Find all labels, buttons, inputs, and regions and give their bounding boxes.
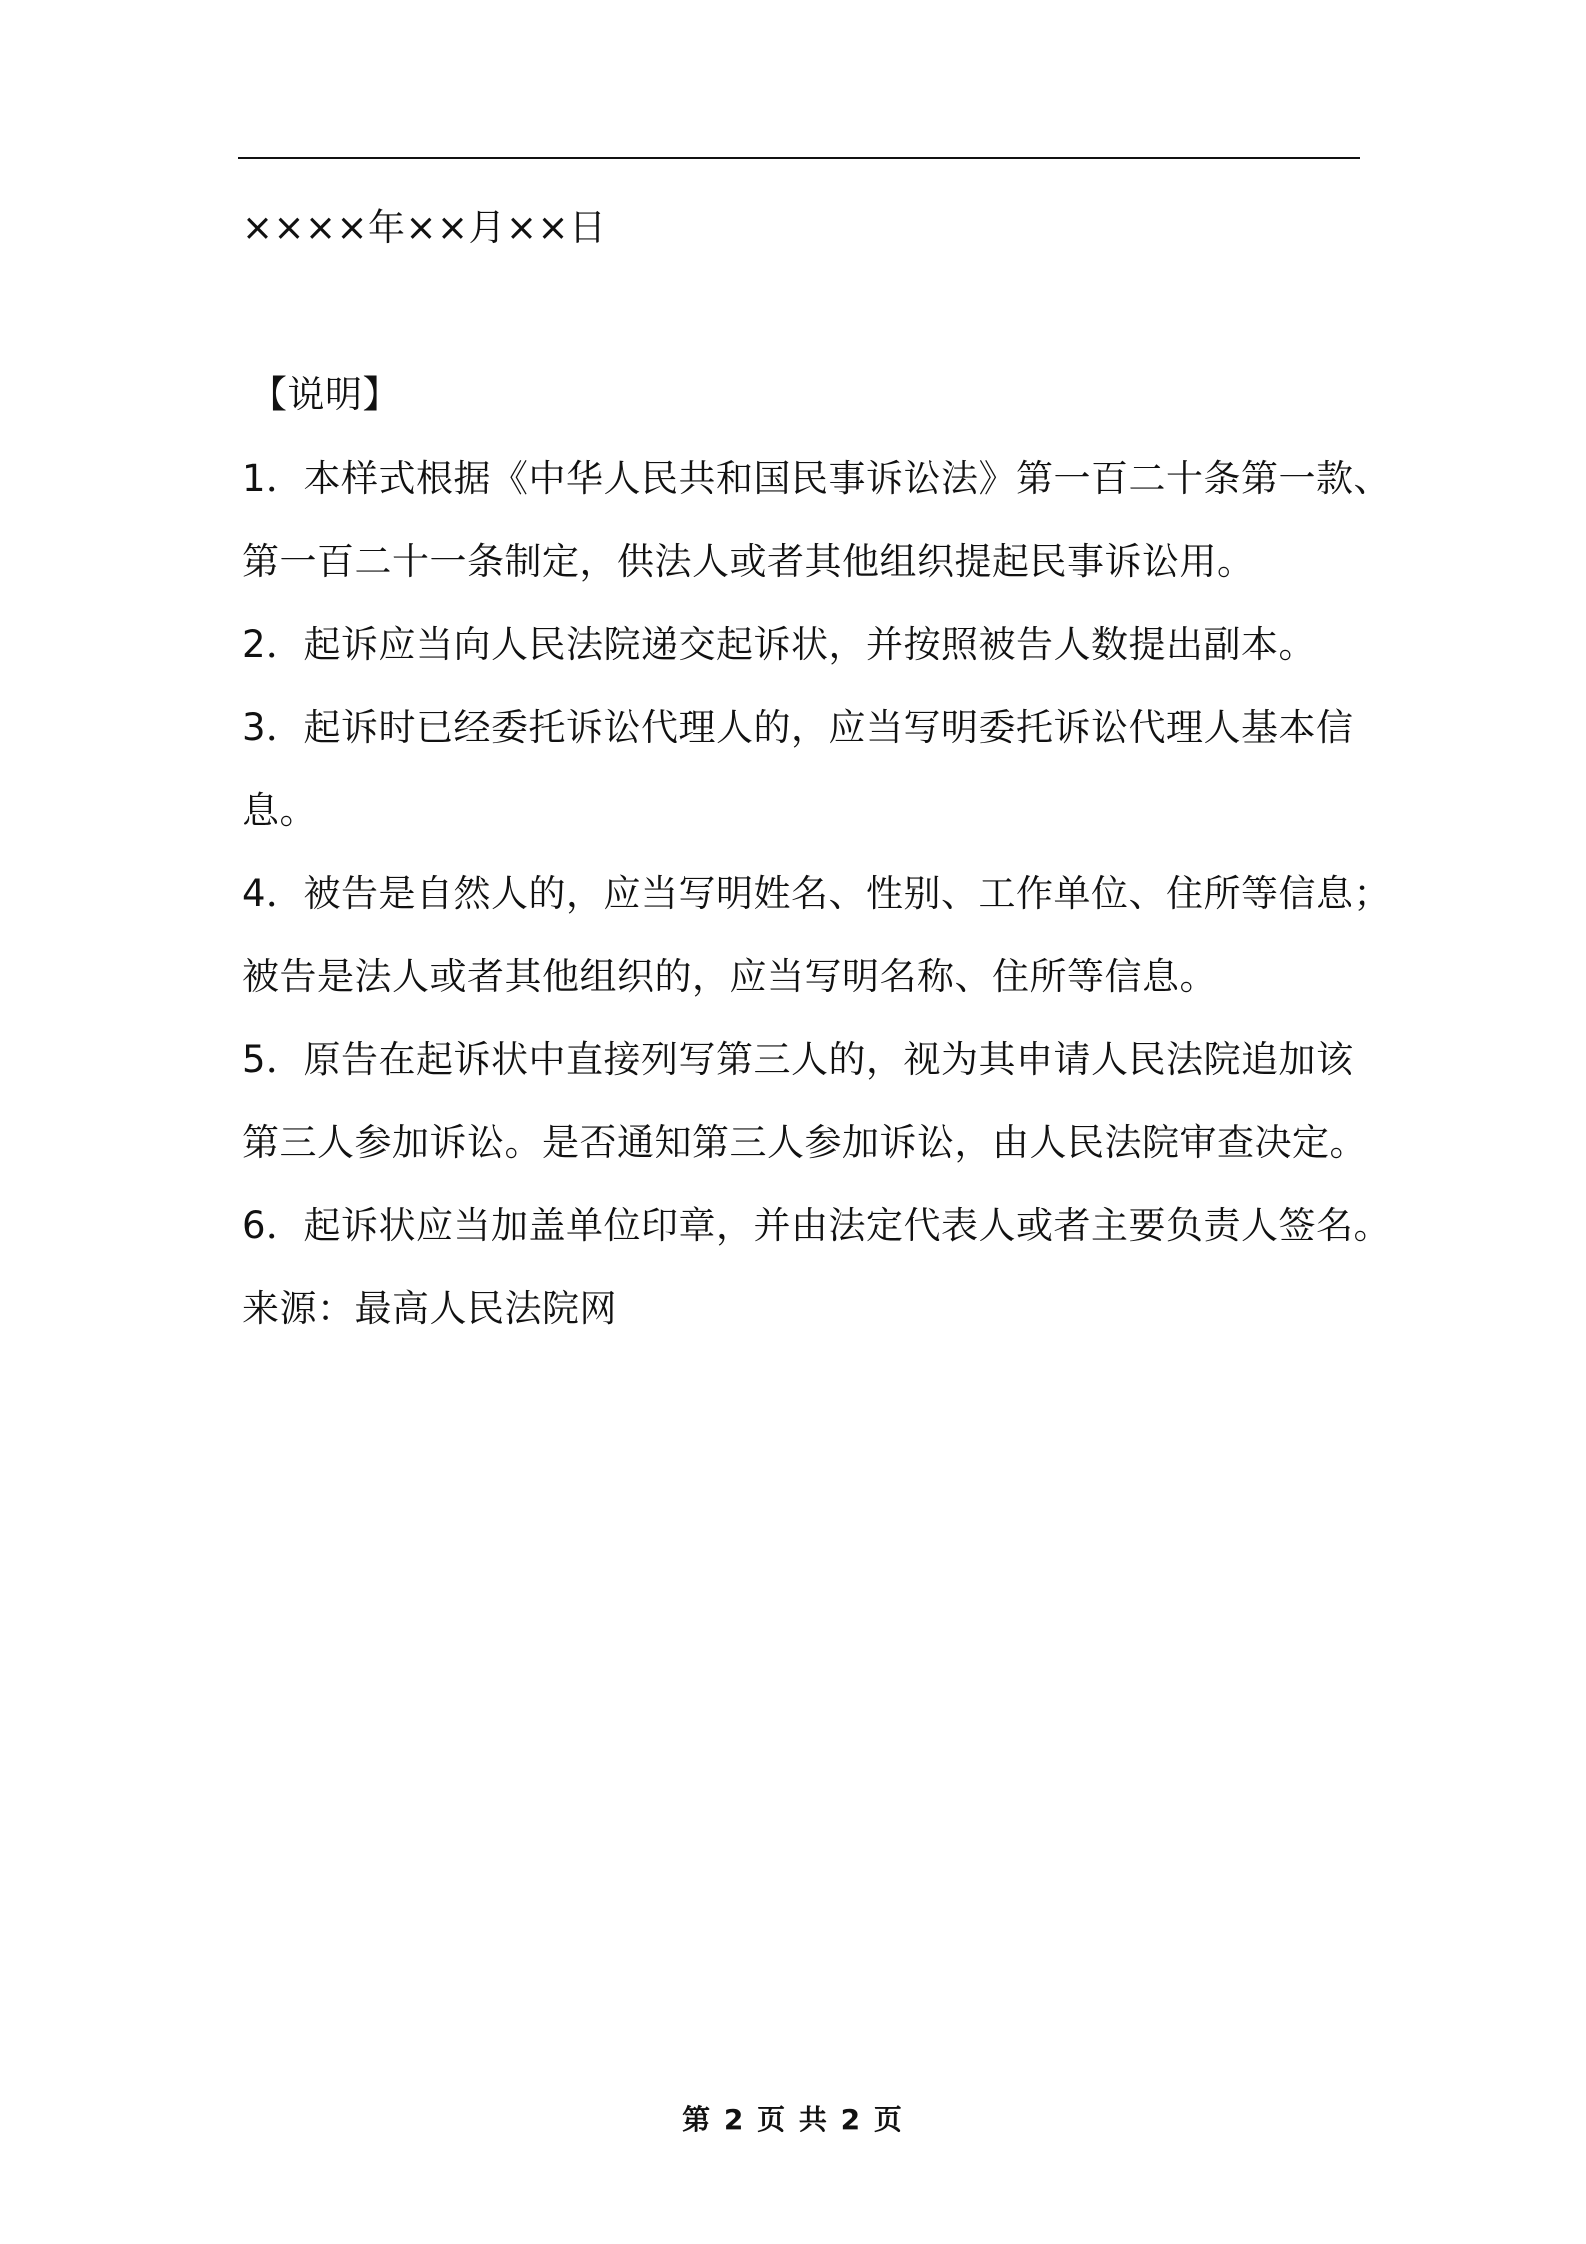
body-line: 6．起诉状应当加盖单位印章，并由法定代表人或者主要负责人签名。 <box>242 1204 1392 1247</box>
body-line: 1．本样式根据《中华人民共和国民事诉讼法》第一百二十条第一款、 <box>242 457 1392 500</box>
body-line: 2．起诉应当向人民法院递交起诉状，并按照被告人数提出副本。 <box>242 623 1317 666</box>
source-line: 来源：最高人民法院网 <box>242 1287 617 1330</box>
date-line: ××××年××月××日 <box>242 206 607 249</box>
body-line: 3．起诉时已经委托诉讼代理人的，应当写明委托诉讼代理人基本信 <box>242 706 1354 749</box>
body-line: 5．原告在起诉状中直接列写第三人的，视为其申请人民法院追加该 <box>242 1038 1354 1081</box>
body-line: 第三人参加诉讼。是否通知第三人参加诉讼，由人民法院审查决定。 <box>242 1121 1367 1164</box>
page-footer: 第 2 页 共 2 页 <box>682 2103 904 2136</box>
body-line: 息。 <box>242 789 317 832</box>
body-line: 被告是法人或者其他组织的，应当写明名称、住所等信息。 <box>242 955 1217 998</box>
body-line: 4．被告是自然人的，应当写明姓名、性别、工作单位、住所等信息； <box>242 872 1392 915</box>
section-heading: 【说明】 <box>250 373 400 416</box>
top-divider <box>238 157 1360 159</box>
body-line: 第一百二十一条制定，供法人或者其他组织提起民事诉讼用。 <box>242 540 1255 583</box>
